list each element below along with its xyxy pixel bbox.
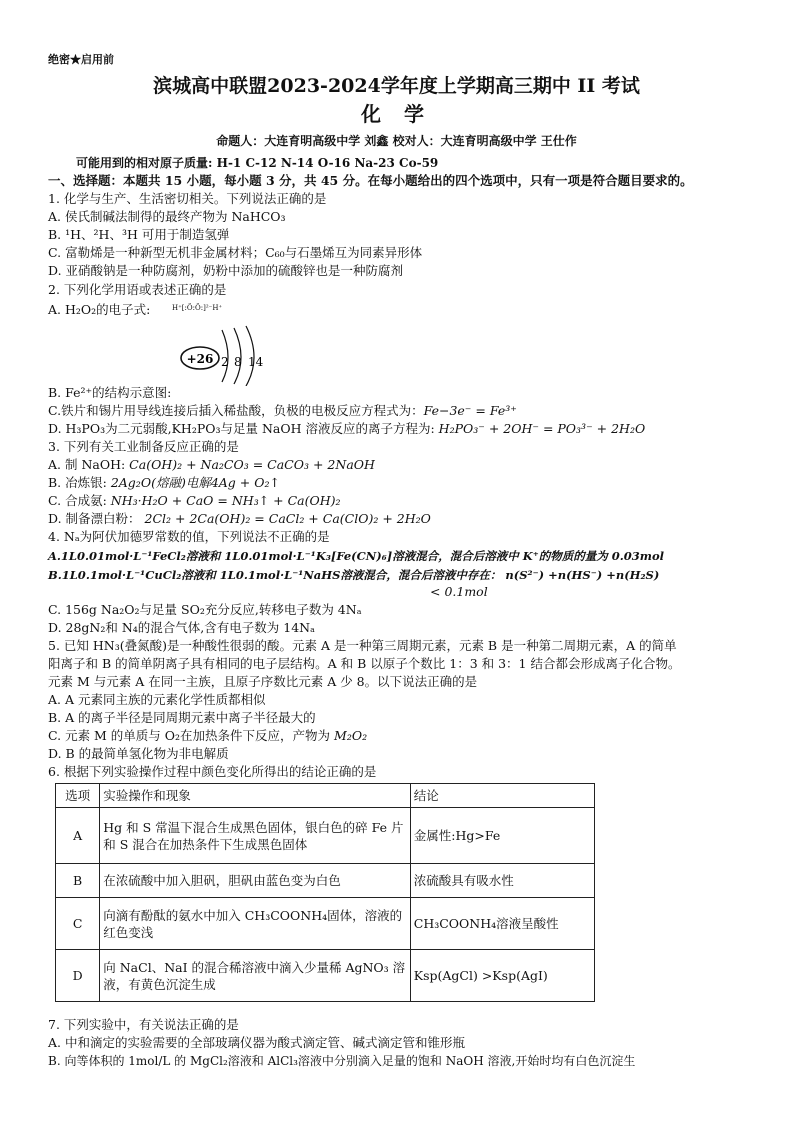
q3-option-b-equation: 2Ag₂O(熔融)电解4Ag + O₂↑ — [110, 475, 280, 490]
q2-option-c — [48, 403, 763, 419]
table-row — [56, 864, 595, 898]
table-cell-conclusion: 浓硫酸具有吸水性 — [410, 864, 594, 898]
q4-option-b-cont: < 0.1mol — [430, 584, 488, 599]
q3-stem: 3. 下列有关工业制备反应正确的是 — [48, 439, 239, 454]
q2-option-d-text: D. H₃PO₃为二元弱酸,KH₂PO₃与足量 NaOH 溶液反应的离子方程为: — [48, 421, 439, 436]
q1-option-b: B. ¹H、²H、³H 可用于制造氢弹 — [48, 227, 230, 242]
q6-table — [55, 783, 595, 1002]
q3-option-d-text: D. 制备漂白粉： — [48, 511, 145, 526]
q3-option-b — [48, 475, 763, 491]
q5-option-d: D. B 的最简单氢化物为非电解质 — [48, 746, 229, 761]
q5-option-c-text: C. 元素 M 的单质与 O₂在加热条件下反应，产物为 — [48, 728, 335, 743]
q4-option-a: A.1L0.01mol·L⁻¹FeCl₂溶液和 1L0.01mol·L⁻¹K₃[Fe(CN)₆]溶液混合，混合后溶液中 K⁺的物质的量为 0.03mol — [48, 549, 664, 563]
table-cell-operation: 向 NaCl、NaI 的混合稀溶液中滴入少量稀 AgNO₃ 溶液，有黄色沉淀生成 — [100, 950, 411, 1002]
q3-option-b-text: B. 冶炼银: — [48, 475, 111, 490]
subject-title: 化 学 — [361, 102, 432, 126]
q3-option-c — [48, 493, 763, 509]
q4-option-d: D. 28gN₂和 N₄的混合气体,含有电子数为 14Nₐ — [48, 620, 315, 635]
q5-option-a: A. A 元素同主族的元素化学性质都相似 — [48, 692, 266, 707]
table-cell-conclusion: CH₃COONH₄溶液呈酸性 — [410, 898, 594, 950]
q5-stem-3: 元素 M 与元素 A 在同一主族，且原子序数比元素 A 少 8。以下说法正确的是 — [48, 674, 478, 689]
q7-stem: 7. 下列实验中，有关说法正确的是 — [48, 1017, 239, 1032]
section-heading: 一、选择题：本题共 15 小题，每小题 3 分，共 45 分。在每小题给出的四个选项中，只有一项是符合题目要求的。 — [48, 173, 693, 188]
q4-option-c: C. 156g Na₂O₂与足量 SO₂充分反应,转移电子数为 4Nₐ — [48, 602, 362, 617]
electron-formula: H⁺[:Ö:Ö:]²⁻H⁺ — [172, 304, 223, 312]
q1-stem: 1. 化学与生产、生活密切相关。下列说法正确的是 — [48, 191, 327, 206]
table-cell-option: B — [56, 864, 100, 898]
table-cell-option: D — [56, 950, 100, 1002]
table-cell-operation: 向滴有酚酞的氨水中加入 CH₃COONH₄固体，溶液的红色变浅 — [100, 898, 411, 950]
q5-stem-1: 5. 已知 HN₃(叠氮酸)是一种酸性很弱的酸。元素 A 是一种第三周期元素，元素 B 是一种第二周期元素，A 的简单 — [48, 638, 677, 653]
table-cell-option: A — [56, 808, 100, 864]
table-header-cell: 结论 — [410, 784, 594, 808]
fe-ion-structure-diagram — [176, 324, 286, 386]
q5-option-c — [48, 728, 763, 744]
table-row — [56, 898, 595, 950]
q2-stem: 2. 下列化学用语或表述正确的是 — [48, 282, 227, 297]
table-row — [56, 950, 595, 1002]
table-header-row — [56, 784, 595, 808]
q5-stem-2: 阳离子和 B 的简单阴离子具有相同的电子层结构。A 和 B 以原子个数比 1：3 和 3：1 结合都会形成离子化合物。 — [48, 656, 681, 671]
q2-option-d — [48, 421, 763, 437]
q3-option-a-equation: Ca(OH)₂ + Na₂CO₃ = CaCO₃ + 2NaOH — [129, 457, 375, 472]
shell-electrons-3: 14 — [248, 355, 264, 369]
table-header-cell: 选项 — [56, 784, 100, 808]
q5-option-b: B. A 的离子半径是同周期元素中离子半径最大的 — [48, 710, 316, 725]
q1-option-c: C. 富勒烯是一种新型无机非金属材料；C₆₀与石墨烯互为同素异形体 — [48, 245, 423, 260]
q7-option-b: B. 向等体积的 1mol/L 的 MgCl₂溶液和 AlCl₃溶液中分别滴入足量的饱和 NaOH 溶液,开始时均有白色沉淀生 — [48, 1054, 636, 1068]
q1-option-a: A. 侯氏制碱法制得的最终产物为 NaHCO₃ — [48, 209, 286, 224]
q2-option-c-text: C.铁片和锡片用导线连接后插入稀盐酸，负极的电极反应方程式为： — [48, 403, 424, 418]
nucleus-charge: +26 — [186, 352, 214, 366]
q2-option-c-equation: Fe−3e⁻ = Fe³⁺ — [423, 403, 517, 418]
exam-title: 滨城高中联盟2023-2024学年度上学期高三期中 II 考试 — [153, 75, 640, 97]
q3-option-a-text: A. 制 NaOH: — [48, 457, 130, 472]
q4-stem: 4. Nₐ为阿伏加德罗常数的值，下列说法不正确的是 — [48, 529, 330, 544]
q3-option-d-equation: 2Cl₂ + 2Ca(OH)₂ = CaCl₂ + Ca(ClO)₂ + 2H₂O — [144, 511, 431, 526]
table-row — [56, 808, 595, 864]
shell-electrons-1: 2 — [221, 355, 229, 369]
q1-option-d: D. 亚硝酸钠是一种防腐剂，奶粉中添加的硫酸锌也是一种防腐剂 — [48, 263, 404, 278]
q7-option-a: A. 中和滴定的实验需要的全部玻璃仪器为酸式滴定管、碱式滴定管和锥形瓶 — [48, 1035, 465, 1050]
q3-option-c-equation: NH₃·H₂O + CaO = NH₃↑ + Ca(OH)₂ — [110, 493, 341, 508]
table-cell-conclusion: Ksp(AgCl) >Ksp(AgI) — [410, 950, 594, 1002]
secret-mark: 绝密★启用前 — [48, 53, 114, 66]
q5-option-c-equation: M₂O₂ — [334, 728, 368, 743]
q3-option-d — [48, 511, 763, 527]
q2-option-a: A. H₂O₂的电子式: — [48, 302, 151, 317]
table-cell-conclusion: 金属性:Hg>Fe — [410, 808, 594, 864]
shell-electrons-2: 8 — [234, 355, 242, 369]
table-header-cell: 实验操作和现象 — [100, 784, 411, 808]
q3-option-a — [48, 457, 763, 473]
table-cell-operation: 在浓硫酸中加入胆矾，胆矾由蓝色变为白色 — [100, 864, 411, 898]
q3-option-c-text: C. 合成氨: — [48, 493, 111, 508]
table-cell-option: C — [56, 898, 100, 950]
q2-option-d-equation: H₂PO₃⁻ + 2OH⁻ = PO₃³⁻ + 2H₂O — [438, 421, 646, 436]
q2-option-b: B. Fe²⁺的结构示意图: — [48, 385, 172, 400]
authors-line: 命题人：大连育明高级中学 刘鑫 校对人：大连育明高级中学 王仕作 — [216, 134, 577, 148]
q4-option-b: B.1L0.1mol·L⁻¹CuCl₂溶液和 1L0.1mol·L⁻¹NaHS溶液混合，混合后溶液中存在： n(S²⁻) +n(HS⁻) +n(H₂S) — [48, 568, 660, 582]
atomic-masses: 可能用到的相对原子质量: H-1 C-12 N-14 O-16 Na-23 Co-59 — [76, 156, 439, 170]
table-cell-operation: Hg 和 S 常温下混合生成黑色固体，银白色的碎 Fe 片和 S 混合在加热条件下生成黑色固体 — [100, 808, 411, 864]
q6-stem: 6. 根据下列实验操作过程中颜色变化所得出的结论正确的是 — [48, 764, 377, 779]
